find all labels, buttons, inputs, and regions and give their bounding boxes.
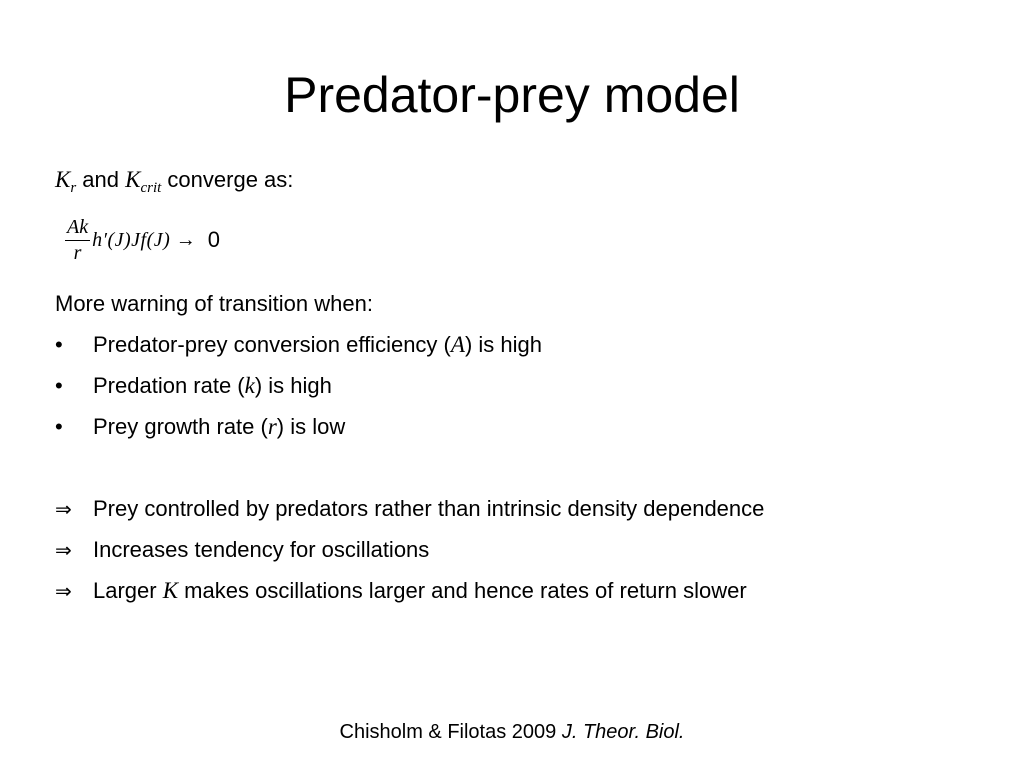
bullet-marker: •	[55, 414, 63, 439]
and-text: and	[76, 167, 126, 192]
implication-text	[93, 577, 747, 605]
bullet-text	[93, 413, 345, 441]
citation-authors: Chisholm & Filotas 2009	[339, 721, 562, 743]
implication-text	[93, 495, 764, 523]
implication-symbol: K	[162, 578, 179, 603]
convergence-formula	[65, 210, 220, 270]
implication-text-after: makes oscillations larger and hence rates of return slower	[178, 578, 747, 603]
bullet-text-before: Predation rate (	[93, 373, 245, 398]
warning-heading: More warning of transition when:	[55, 291, 373, 316]
formula-limit: 0	[207, 227, 221, 252]
formula-fraction	[65, 215, 90, 265]
formula-numerator: Ak	[65, 215, 90, 241]
k-r-subscript: r	[70, 180, 77, 196]
implication-item	[55, 495, 955, 523]
bullet-text-before: Prey growth rate (	[93, 414, 268, 439]
k-crit-subscript: crit	[140, 180, 162, 196]
implies-arrow-icon: ⇒	[55, 497, 72, 521]
bullet-symbol: A	[450, 332, 465, 357]
implies-arrow-icon: ⇒	[55, 538, 72, 562]
bullet-item	[55, 413, 955, 441]
k-r-symbol: K	[55, 167, 71, 192]
citation-journal: J. Theor. Biol.	[561, 721, 685, 743]
bullet-symbol: r	[267, 414, 277, 439]
bullet-item	[55, 372, 955, 400]
implication-item	[55, 577, 955, 605]
bullet-text	[93, 372, 332, 400]
bullet-text-before: Predator-prey conversion efficiency (	[93, 332, 451, 357]
bullet-symbol: k	[244, 373, 255, 398]
implication-text	[93, 536, 429, 564]
formula-denominator: r	[73, 242, 82, 264]
implication-text-before: Prey controlled by predators rather than intrinsic density dependence	[93, 496, 765, 521]
formula-expression: h′(J)Jf(J) →	[92, 228, 202, 251]
bullet-item	[55, 331, 955, 359]
bullet-marker: •	[55, 332, 63, 357]
bullet-text-after: ) is high	[464, 332, 542, 357]
bullet-marker: •	[55, 373, 63, 398]
intro-line	[55, 166, 293, 197]
k-crit-symbol: K	[125, 167, 141, 192]
bullet-text-after: ) is high	[254, 373, 332, 398]
implies-arrow-icon: ⇒	[55, 579, 72, 603]
implication-text-before: Larger	[93, 578, 163, 603]
implication-text-before: Increases tendency for oscillations	[93, 537, 430, 562]
slide-title: Predator-prey model	[284, 67, 740, 123]
implication-item	[55, 536, 955, 564]
bullet-text-after: ) is low	[276, 414, 346, 439]
bullet-text	[93, 331, 542, 359]
citation	[0, 718, 1024, 746]
converge-text: converge as:	[161, 167, 294, 192]
